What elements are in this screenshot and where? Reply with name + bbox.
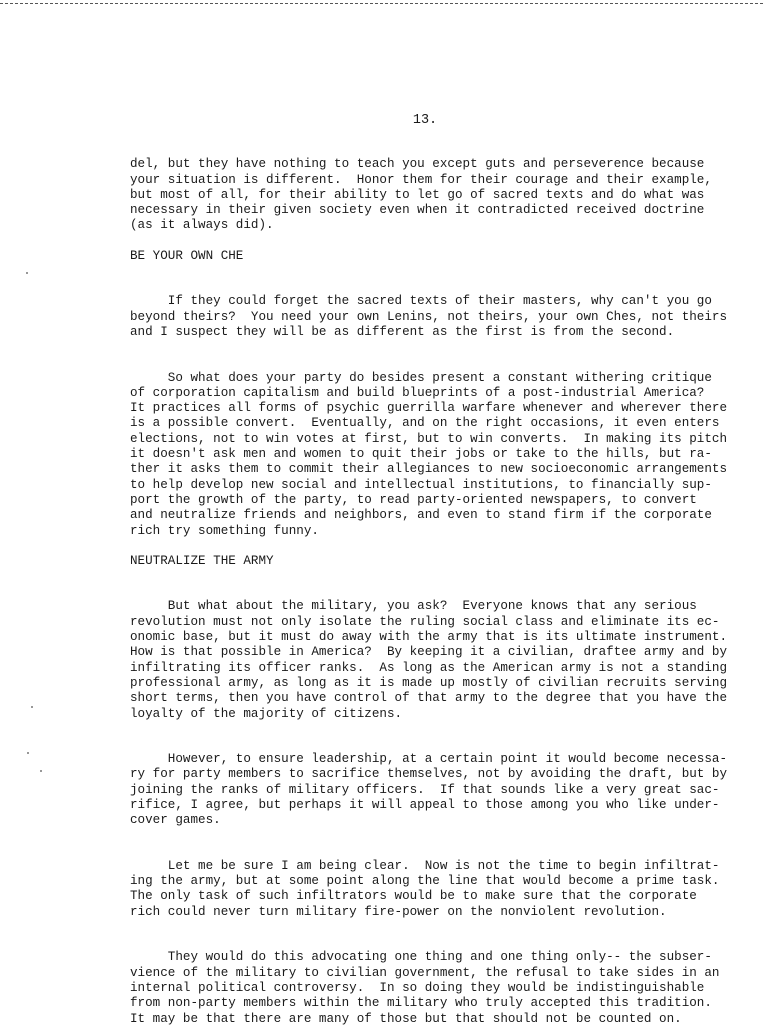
text-line: ing the army, but at some point along the line that would become a prime task. — [130, 874, 720, 889]
paragraph — [130, 737, 730, 829]
text-line: port the growth of the party, to read party-oriented newspapers, to convert — [130, 492, 697, 507]
paragraph — [130, 355, 730, 539]
text-line: but most of all, for their ability to let go of sacred texts and do what was — [130, 187, 705, 202]
text-line: rich could never turn military fire-power on the nonviolent revolution. — [130, 904, 667, 919]
text-line: loyalty of the majority of citizens. — [130, 706, 403, 721]
text-line: del, but they have nothing to teach you except guts and perseverence because — [130, 157, 705, 172]
text-line: necessary in their given society even when it contradicted received doctrine — [130, 203, 705, 218]
text-line: and I suspect they will be as different as the first is from the second. — [130, 324, 675, 339]
text-line: is a possible convert. Eventually, and on the right occasions, it even enters — [130, 416, 720, 431]
text-line: They would do this advocating one thing and one thing only-- the subser- — [130, 950, 712, 965]
text-line: (as it always did). — [130, 218, 274, 233]
paragraph — [130, 584, 730, 722]
text-line: The only task of such infiltrators would be to make sure that the corporate — [130, 889, 697, 904]
text-line: beyond theirs? You need your own Lenins, not theirs, your own Ches, not theirs — [130, 309, 728, 324]
text-line: your situation is different. Honor them for their courage and their example, — [130, 172, 712, 187]
text-line: from non-party members within the military who truly accepted this tradition. — [130, 996, 712, 1011]
text-line: How is that possible in America? By keeping it a civilian, draftee army and by — [130, 645, 728, 660]
text-line: vience of the military to civilian government, the refusal to take sides in an — [130, 965, 720, 980]
text-line: Let me be sure I am being clear. Now is not the time to begin infiltrat- — [130, 858, 720, 873]
text-line: joining the ranks of military officers. If that sounds like a very great sac- — [130, 782, 720, 797]
top-border-rule — [0, 3, 763, 4]
text-line: and neutralize friends and neighbors, and even to stand firm if the corporate — [130, 508, 712, 523]
text-line: ry for party members to sacrifice themselves, not by avoiding the draft, but by — [130, 767, 728, 782]
text-line: onomic base, but it must do away with the army that is its ultimate instrument. — [130, 630, 728, 645]
paragraph — [130, 935, 730, 1027]
text-line: rich try something funny. — [130, 523, 319, 538]
text-line: cover games. — [130, 813, 221, 828]
text-line: rifice, I agree, but perhaps it will appeal to those among you who like under- — [130, 797, 720, 812]
text-line: of corporation capitalism and build blueprints of a post-industrial America? — [130, 385, 705, 400]
text-line: professional army, as long as it is made up mostly of civilian recruits serving — [130, 675, 728, 690]
page-body — [130, 142, 730, 1027]
text-line: internal political controversy. In so doing they would be indistinguishable — [130, 980, 705, 995]
paragraph — [130, 279, 730, 340]
text-line: it doesn't ask men and women to quit their jobs or take to the hills, but ra- — [130, 447, 712, 462]
text-line: elections, not to win votes at first, but to win converts. In making its pitch — [130, 431, 728, 446]
text-line: short terms, then you have control of that army to the degree that you have the — [130, 691, 728, 706]
scan-speck — [27, 752, 29, 754]
scan-speck — [26, 272, 28, 274]
text-line: It may be that there are many of those but that should not be counted on. — [130, 1011, 682, 1026]
text-line: However, to ensure leadership, at a certain point it would become necessa- — [130, 752, 728, 767]
text-line: It practices all forms of psychic guerrilla warfare whenever and wherever there — [130, 401, 728, 416]
paragraph — [130, 844, 730, 920]
text-line: revolution must not only isolate the ruling social class and eliminate its ec- — [130, 614, 720, 629]
text-line: ther it asks them to commit their allegiances to new socioeconomic arrangements — [130, 462, 728, 477]
scan-speck — [40, 770, 42, 772]
continued-paragraph — [130, 142, 730, 234]
section-heading-be-your-own-che: BE YOUR OWN CHE — [130, 248, 244, 263]
text-line: But what about the military, you ask? Everyone knows that any serious — [130, 599, 697, 614]
text-line: If they could forget the sacred texts of their masters, why can't you go — [130, 294, 712, 309]
scan-speck — [31, 706, 33, 708]
section-heading-neutralize-the-army: NEUTRALIZE THE ARMY — [130, 553, 274, 568]
text-line: to help develop new social and intellectual institutions, to financially sup- — [130, 477, 712, 492]
text-line: infiltrating its officer ranks. As long as the American army is not a standing — [130, 660, 728, 675]
text-line: So what does your party do besides present a constant withering critique — [130, 370, 712, 385]
page-number: 13. — [412, 113, 438, 128]
